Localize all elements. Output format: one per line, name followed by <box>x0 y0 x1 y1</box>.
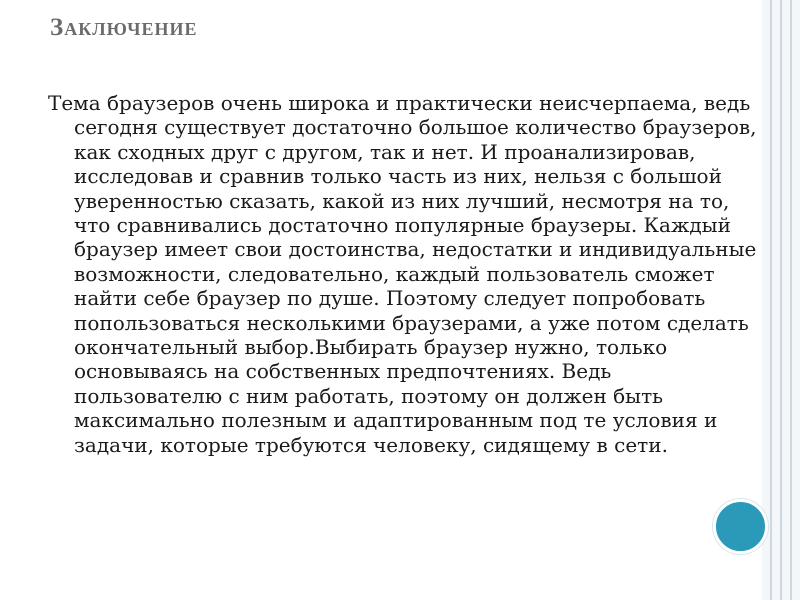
right-border-decoration <box>762 0 800 600</box>
decorative-circle <box>713 499 768 554</box>
border-line <box>790 0 792 600</box>
body-paragraph: Тема браузеров очень широка и практически неисчерпаема, ведь сегодня существует достаточно большое количество браузеров, как сходных друг с другом, так и нет. И проанализировав, исследовав и сравнив только часть из них, нельзя с большой уверенностью сказать, какой из них лучший, несмотря на то, что сравнивались достаточно популярные браузеры. Каждый браузер имеет свои достоинства, недостатки и индивидуальные возможности, следовательно, каждый пользователь сможет найти себе браузер по душе. Поэтому следует попробовать попользоваться несколькими браузерами, а уже потом сделать окончательный выбор.Выбирать браузер нужно, только основываясь на собственных предпочтениях. Ведь пользователю с ним работать, поэтому он должен быть максимально полезным и адаптированным под те условия и задачи, которые требуются человеку, сидящему в сети. <box>48 91 757 457</box>
border-line <box>780 0 782 600</box>
slide-title: Заключение <box>50 14 198 41</box>
border-line <box>770 0 772 600</box>
slide-content <box>48 91 764 457</box>
